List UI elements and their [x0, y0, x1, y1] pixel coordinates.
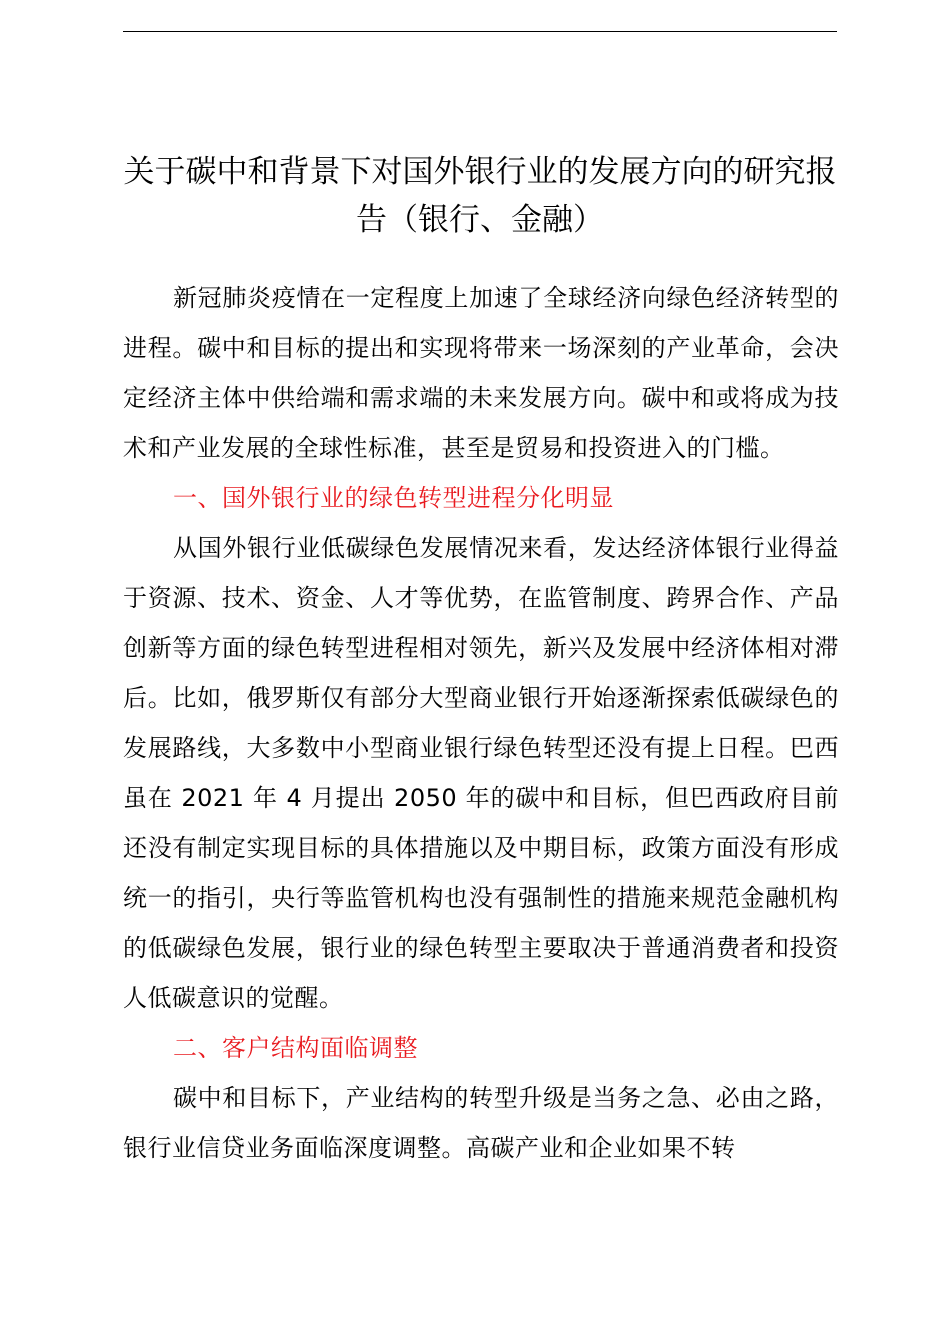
document-body: [123, 273, 839, 1173]
paragraph-section-2: 碳中和目标下，产业结构的转型升级是当务之急、必由之路，银行业信贷业务面临深度调整。高碳产业和企业如果不转: [123, 1084, 839, 1162]
section-heading-1: 一、国外银行业的绿色转型进程分化明显: [173, 484, 614, 512]
paragraph-section-1: 从国外银行业低碳绿色发展情况来看，发达经济体银行业得益于资源、技术、资金、人才等优势，在监管制度、跨界合作、产品创新等方面的绿色转型进程相对领先，新兴及发展中经济体相对滞后。比如，俄罗斯仅有部分大型商业银行开始逐渐探索低碳绿色的发展路线，大多数中小型商业银行绿色转型还没有提上日程。巴西虽在 2021 年 4 月提出 2050 年的碳中和目标，但巴西政府目前还没有制定实现目标的具体措施以及中期目标，政策方面没有形成统一的指引，央行等监管机构也没有强制性的措施来规范金融机构的低碳绿色发展，银行业的绿色转型主要取决于普通消费者和投资人低碳意识的觉醒。: [123, 534, 839, 1012]
section-heading-2: 二、客户结构面临调整: [173, 1034, 418, 1062]
document-title: 关于碳中和背景下对国外银行业的发展方向的研究报告（银行、金融）: [123, 154, 837, 238]
header-rule: [123, 31, 837, 32]
paragraph-intro: 新冠肺炎疫情在一定程度上加速了全球经济向绿色经济转型的进程。碳中和目标的提出和实现将带来一场深刻的产业革命，会决定经济主体中供给端和需求端的未来发展方向。碳中和或将成为技术和产业发展的全球性标准，甚至是贸易和投资进入的门槛。: [123, 284, 839, 462]
